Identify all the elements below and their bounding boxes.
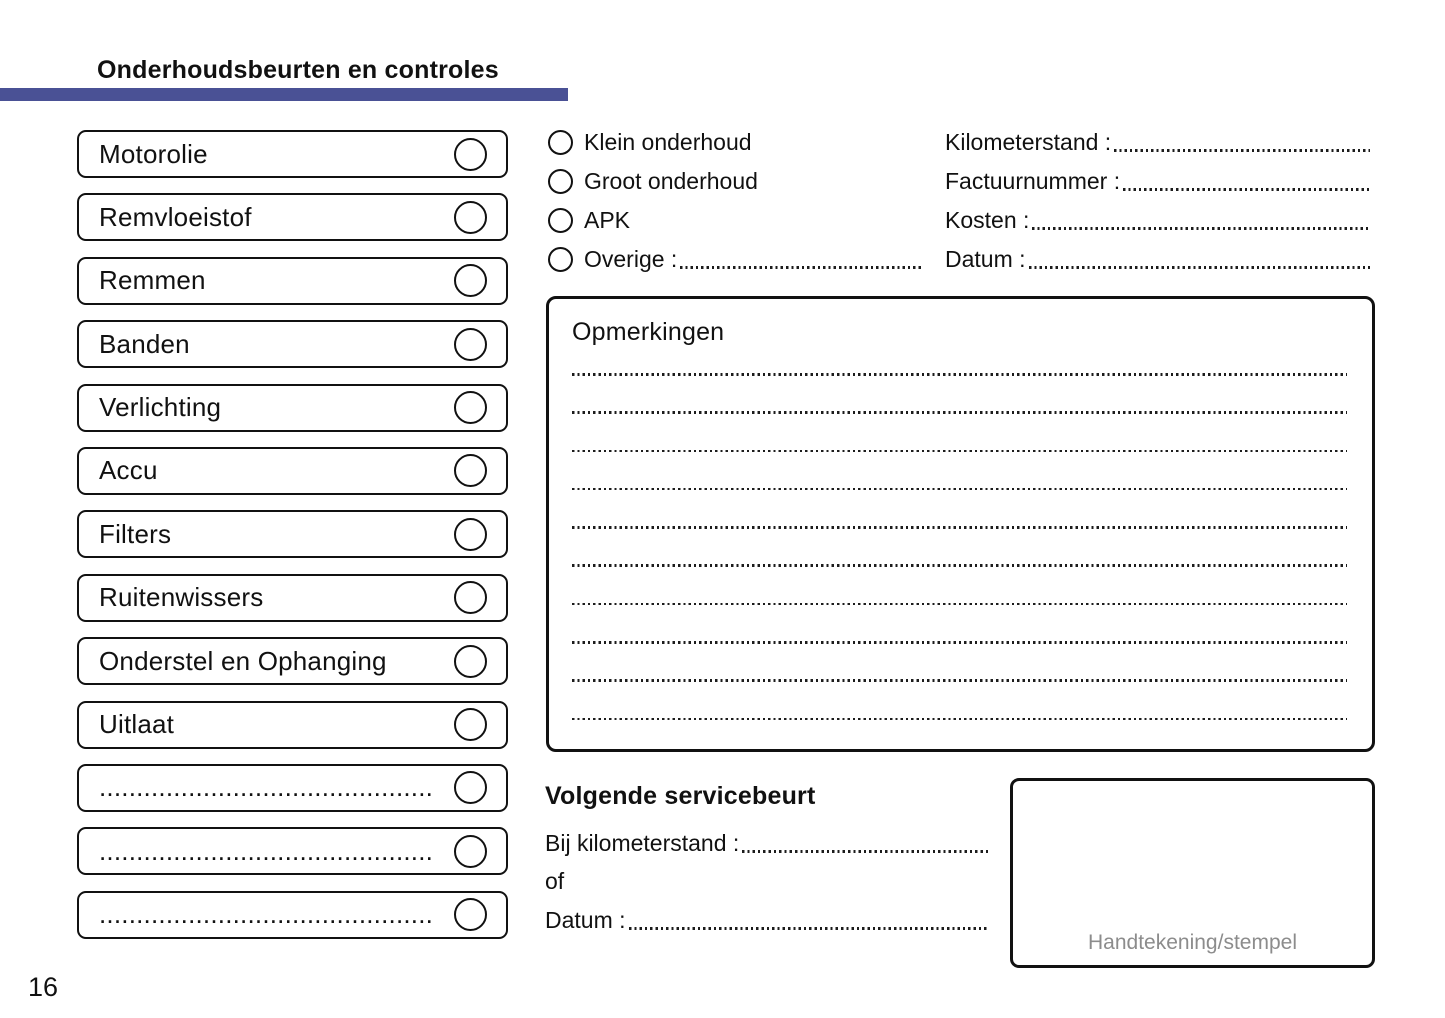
radio-circle[interactable] [548, 169, 573, 194]
next-service-km-field [545, 829, 988, 857]
service-record-fields [945, 128, 1370, 284]
radio-circle[interactable] [548, 247, 573, 272]
check-circle[interactable] [454, 771, 487, 804]
option-label: APK [584, 206, 631, 233]
check-circle[interactable] [454, 518, 487, 551]
field-label: Datum : [945, 246, 1026, 272]
check-circle[interactable] [454, 454, 487, 487]
checklist-item-remmen [77, 257, 508, 305]
checklist-item-label: Filters [99, 518, 172, 549]
radio-circle[interactable] [548, 208, 573, 233]
checklist-item-banden [77, 320, 508, 368]
field-label: Kosten : [945, 207, 1030, 233]
option-label: Klein onderhoud [584, 128, 752, 155]
remarks-box [546, 296, 1375, 752]
checklist-item-label: Ruitenwissers [99, 582, 264, 613]
remarks-writing-line[interactable] [572, 718, 1347, 721]
check-circle[interactable] [454, 708, 487, 741]
remarks-writing-line[interactable] [572, 679, 1347, 682]
kosten-fill-in-line[interactable] [1032, 227, 1370, 230]
checklist-item-custom-1 [77, 764, 508, 812]
option-overige [548, 245, 923, 273]
check-circle[interactable] [454, 328, 487, 361]
signature-label: Handtekening/stempel [1088, 931, 1297, 954]
check-circle[interactable] [454, 581, 487, 614]
page-number: 16 [28, 972, 59, 1002]
field-factuurnummer [945, 167, 1370, 195]
field-label: Bij kilometerstand : [545, 830, 740, 856]
remarks-writing-line[interactable] [572, 641, 1347, 644]
overige-fill-in-line[interactable] [680, 266, 923, 269]
field-datum [945, 245, 1370, 273]
remarks-writing-line[interactable] [572, 450, 1347, 453]
check-circle[interactable] [454, 391, 487, 424]
factuurnummer-fill-in-line[interactable] [1123, 188, 1370, 191]
checklist-item-blank-line[interactable]: ............................................. [99, 899, 434, 930]
checklist-item-label: Verlichting [99, 392, 222, 423]
remarks-writing-line[interactable] [572, 411, 1347, 414]
next-service-date-field [545, 906, 988, 934]
next-date-fill-in-line[interactable] [629, 927, 988, 930]
checklist-item-label: Banden [99, 328, 190, 359]
check-circle[interactable] [454, 835, 487, 868]
check-circle[interactable] [454, 898, 487, 931]
checklist-item-blank-line[interactable]: ............................................. [99, 772, 434, 803]
check-circle[interactable] [454, 201, 487, 234]
checklist-item-label: Accu [99, 455, 158, 486]
remarks-writing-area [572, 373, 1347, 756]
remarks-writing-line[interactable] [572, 526, 1347, 529]
checklist-item-ruitenwissers [77, 574, 508, 622]
field-label: Datum : [545, 907, 626, 933]
next-service-title: Volgende servicebeurt [545, 782, 816, 810]
option-label: Groot onderhoud [584, 167, 758, 194]
option-groot-onderhoud [548, 167, 923, 195]
service-type-options [548, 128, 923, 284]
signature-box[interactable] [1010, 778, 1375, 968]
field-kilometerstand [945, 128, 1370, 156]
datum-fill-in-line[interactable] [1029, 266, 1370, 269]
field-label: Kilometerstand : [945, 129, 1112, 155]
remarks-writing-line[interactable] [572, 564, 1347, 567]
checklist-item-custom-3 [77, 891, 508, 939]
checklist-item-custom-2 [77, 827, 508, 875]
checklist-item-onderstel [77, 637, 508, 685]
remarks-title: Opmerkingen [572, 318, 725, 346]
checklist-item-blank-line[interactable]: ............................................. [99, 835, 434, 866]
checklist-item-label: Onderstel en Ophanging [99, 645, 387, 676]
option-klein-onderhoud [548, 128, 923, 156]
field-label: Factuurnummer : [945, 168, 1121, 194]
remarks-writing-line[interactable] [572, 488, 1347, 491]
remarks-writing-line[interactable] [572, 603, 1347, 606]
checklist-item-uitlaat [77, 701, 508, 749]
option-apk [548, 206, 923, 234]
checklist-item-label: Remmen [99, 265, 206, 296]
checklist-item-label: Motorolie [99, 138, 208, 169]
check-circle[interactable] [454, 645, 487, 678]
checklist-item-verlichting [77, 384, 508, 432]
field-kosten [945, 206, 1370, 234]
page-title: Onderhoudsbeurten en controles [97, 56, 499, 84]
checklist-item-label: Remvloeistof [99, 201, 252, 232]
remarks-writing-line[interactable] [572, 373, 1347, 376]
kilometerstand-fill-in-line[interactable] [1114, 149, 1370, 152]
checklist-item-remvloeistof [77, 193, 508, 241]
title-underline-bar [0, 88, 568, 101]
check-circle[interactable] [454, 138, 487, 171]
check-circle[interactable] [454, 264, 487, 297]
checklist-item-motorolie [77, 130, 508, 178]
next-service-or-label: of [545, 868, 565, 894]
next-service-section [545, 781, 988, 934]
option-label: Overige : [584, 245, 678, 272]
inspection-checklist [77, 130, 508, 939]
checklist-item-label: Uitlaat [99, 709, 175, 740]
next-km-fill-in-line[interactable] [742, 850, 988, 853]
radio-circle[interactable] [548, 130, 573, 155]
checklist-item-accu [77, 447, 508, 495]
checklist-item-filters [77, 510, 508, 558]
